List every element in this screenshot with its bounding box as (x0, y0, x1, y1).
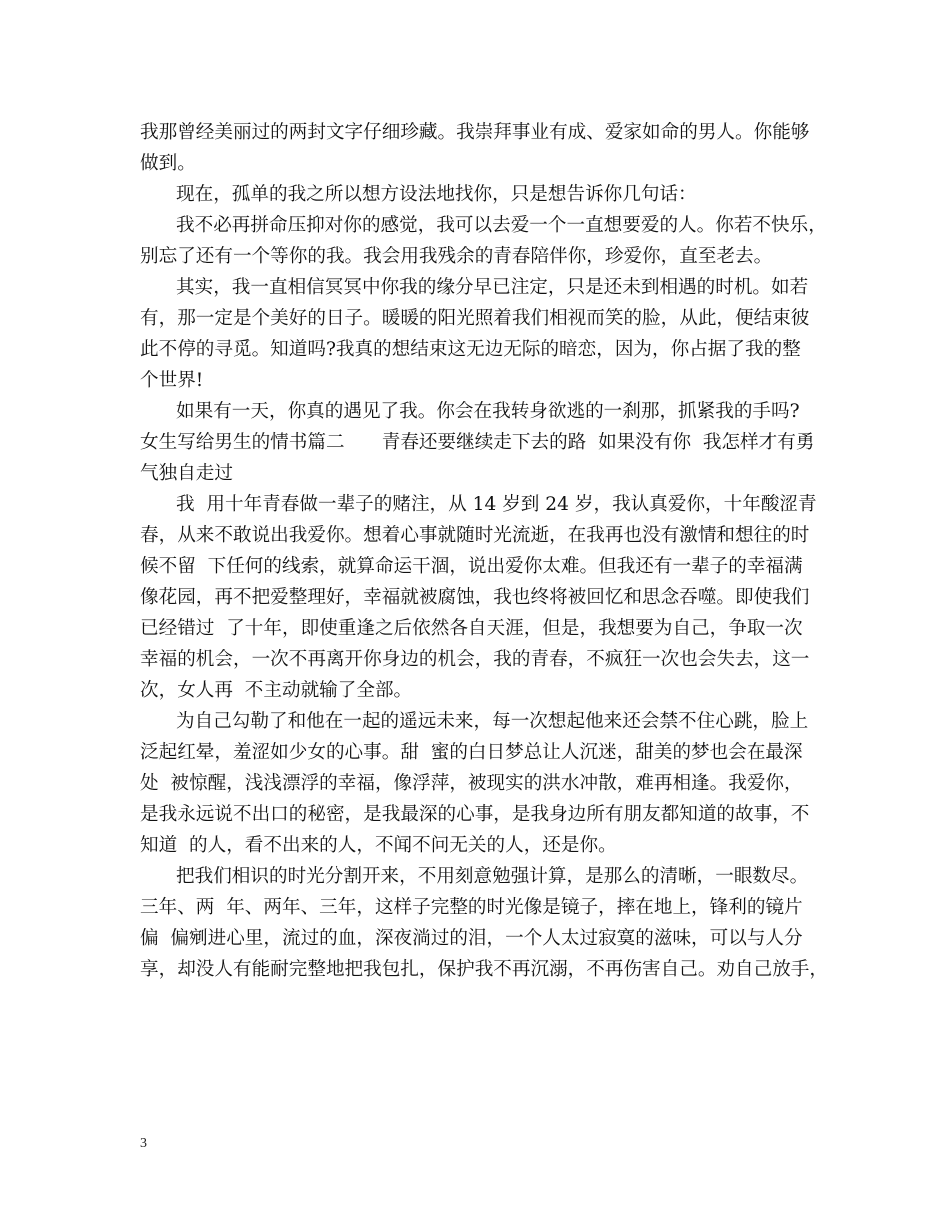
text-line: 我 用十年青春做一辈子的赌注，从 14 岁到 24 岁，我认真爱你，十年酸涩青 (176, 494, 817, 515)
text-line: 把我们相识的时光分割开来，不用刻意勉强计算，是那么的清晰，一眼数尽。 (176, 866, 809, 887)
text-line: 享，却没人有能耐完整地把我包扎，保护我不再沉溺，不再伤害自己。劝自己放手， (140, 959, 828, 980)
text-line: 处 被惊醒，浅浅漂浮的幸福，像浮萍，被现实的洪水冲散，难再相逢。我爱你， (140, 773, 803, 794)
text-line: 像花园，再不把爱整理好，幸福就被腐蚀，我也终将被回忆和思念吞噬。即使我们 (140, 587, 810, 608)
text-line: 做到。 (140, 153, 196, 174)
text-line: 我不必再拼命压抑对你的感觉，我可以去爱一个一直想要爱的人。你若不快乐， (176, 215, 827, 236)
text-line: 个世界! (140, 370, 204, 391)
text-line: 泛起红晕，羞涩如少女的心事。甜 蜜的白日梦总让人沉迷，甜美的梦也会在最深 (140, 742, 803, 763)
text-line: 次，女人再 不主动就输了全部。 (140, 680, 413, 701)
text-line: 现在，孤单的我之所以想方设法地找你，只是想告诉你几句话： (176, 184, 697, 205)
section-heading: 气独自走过 (140, 463, 233, 484)
text-line: 候不留 下任何的线索，就算命运干涸，说出爱你太难。但我还有一辈子的幸福满 (140, 556, 803, 577)
text-line: 如果有一天，你真的遇见了我。你会在我转身欲逃的一刹那，抓紧我的手吗? (176, 401, 800, 422)
page-number: 3 (140, 1136, 147, 1151)
text-line: 其实，我一直相信冥冥中你我的缘分早已注定，只是还未到相遇的时机。如若 (176, 277, 809, 298)
text-line: 为自己勾勒了和他在一起的遥远未来，每一次想起他来还会禁不住心跳，脸上 (176, 711, 809, 732)
text-line: 此不停的寻觅。知道吗?我真的想结束这无边无际的暗恋，因为，你占据了我的整 (140, 339, 801, 360)
text-line: 春，从来不敢说出我爱你。想着心事就随时光流逝，在我再也没有激情和想往的时 (140, 525, 810, 546)
text-line: 知道 的人，看不出来的人，不闻不问无关的人，还是你。 (140, 835, 617, 856)
text-line: 三年、两 年、两年、三年，这样子完整的时光像是镜子，摔在地上，锋利的镜片 (140, 897, 803, 918)
text-line: 别忘了还有一个等你的我。我会用我残余的青春陪伴你，珍爱你，直至老去。 (140, 246, 773, 267)
text-line: 我那曾经美丽过的两封文字仔细珍藏。我崇拜事业有成、爱家如命的男人。你能够 (140, 122, 810, 143)
document-body (140, 117, 828, 985)
section-heading: 女生写给男生的情书篇二 青春还要继续走下去的路 如果没有你 我怎样才有勇 (140, 432, 815, 453)
text-line: 是我永远说不出口的秘密，是我最深的心事，是我身边所有朋友都知道的故事，不 (140, 804, 810, 825)
text-line: 幸福的机会，一次不再离开你身边的机会，我的青春，不疯狂一次也会失去，这一 (140, 649, 810, 670)
text-line: 有，那一定是个美好的日子。暖暖的阳光照着我们相视而笑的脸，从此，便结束彼 (140, 308, 810, 329)
text-line: 偏 偏剜进心里，流过的血，深夜淌过的泪，一个人太过寂寞的滋味，可以与人分 (140, 928, 803, 949)
text-line: 已经错过 了十年，即使重逢之后依然各自天涯，但是，我想要为自己，争取一次 (140, 618, 803, 639)
